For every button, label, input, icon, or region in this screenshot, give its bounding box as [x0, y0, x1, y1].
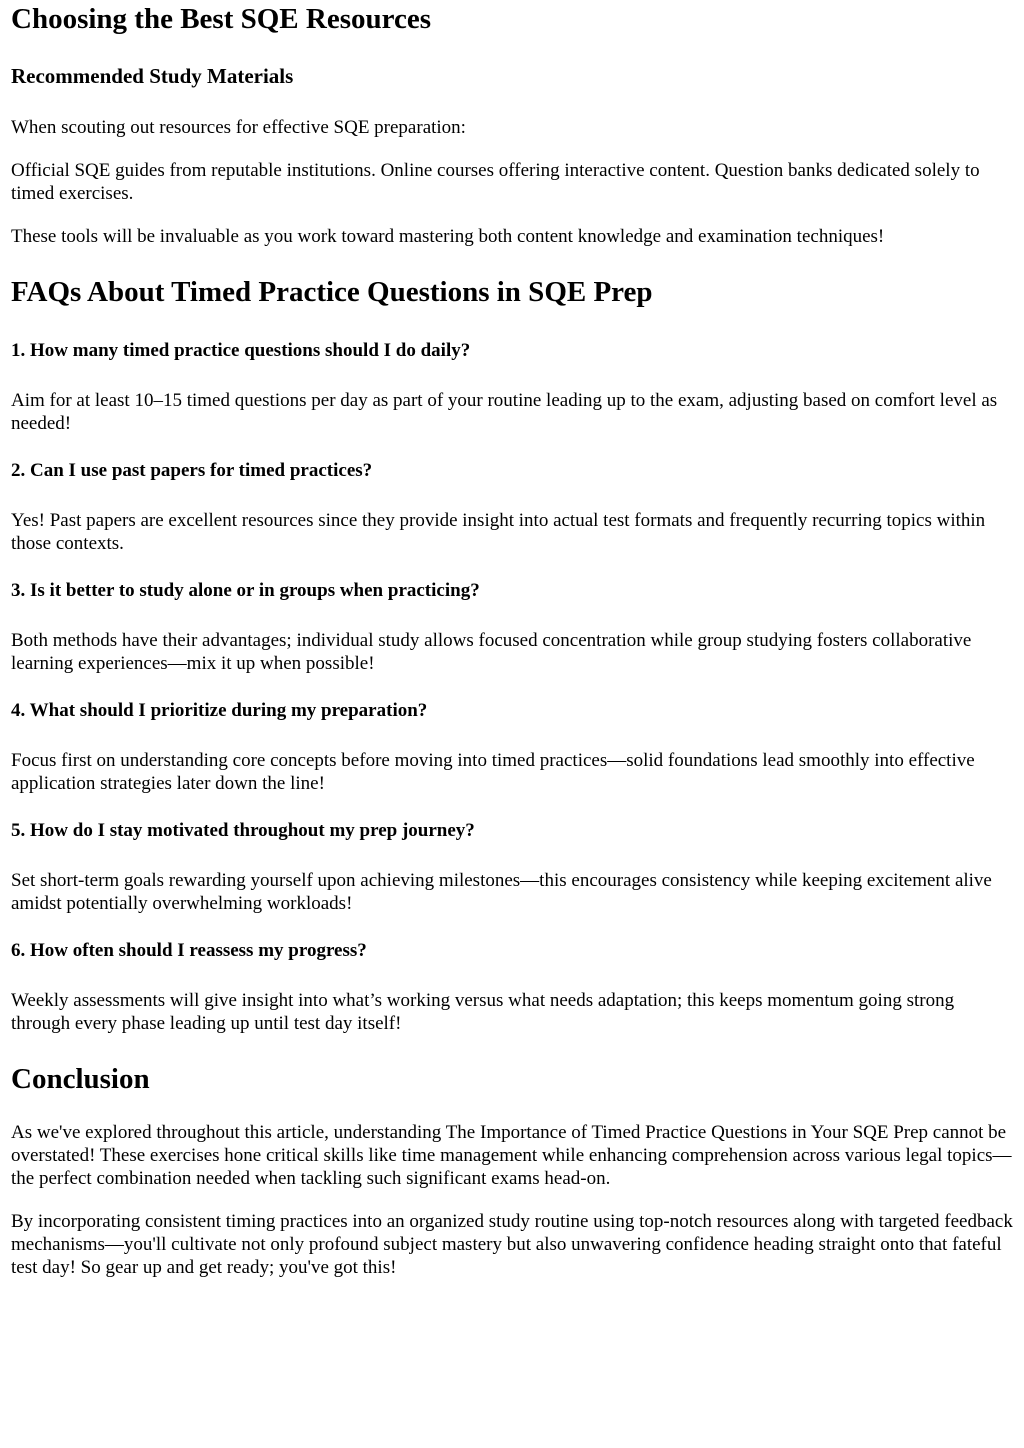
faq-question: 5. How do I stay motivated throughout my prep journey?	[11, 820, 475, 841]
section-heading-resources: Choosing the Best SQE Resources	[11, 3, 431, 35]
faq-question: 6. How often should I reassess my progress?	[11, 940, 367, 961]
faq-item	[11, 459, 1013, 555]
resources-closing-paragraph: These tools will be invaluable as you work toward mastering both content knowledge and examination techniques!	[11, 226, 885, 247]
faq-item	[11, 579, 1013, 675]
faq-answer: Focus first on understanding core concepts before moving into timed practices—solid foundations lead smoothly into effective application strategies later down the line!	[11, 750, 975, 794]
faq-answer: Weekly assessments will give insight into what’s working versus what needs adaptation; this keeps momentum going strong through every phase leading up until test day itself!	[11, 990, 955, 1034]
faq-answer: Yes! Past papers are excellent resources since they provide insight into actual test formats and frequently recurring topics within those contexts.	[11, 510, 986, 554]
resources-intro-paragraph: When scouting out resources for effective SQE preparation:	[11, 117, 466, 138]
faq-answer: Aim for at least 10–15 timed questions per day as part of your routine leading up to the exam, adjusting based on comfort level as needed!	[11, 390, 998, 434]
resources-list-paragraph: Official SQE guides from reputable institutions. Online courses offering interactive content. Question banks dedicated solely to timed exercises.	[11, 160, 980, 204]
faq-answer: Both methods have their advantages; individual study allows focused concentration while group studying fosters collaborative learning experiences—mix it up when possible!	[11, 630, 972, 674]
faq-question: 3. Is it better to study alone or in groups when practicing?	[11, 580, 480, 601]
faq-question: 1. How many timed practice questions should I do daily?	[11, 340, 471, 361]
faq-item	[11, 339, 1013, 435]
faq-answer: Set short-term goals rewarding yourself upon achieving milestones—this encourages consistency while keeping excitement alive amidst potentially overwhelming workloads!	[11, 870, 992, 914]
faq-item	[11, 939, 1013, 1035]
faq-item	[11, 819, 1013, 915]
conclusion-paragraph-2: By incorporating consistent timing practices into an organized study routine using top-notch resources along with targeted feedback mechanisms—you'll cultivate not only profound subject mastery but also unwavering confidence heading straight onto that fateful test day! So gear up and get ready; you've got this!	[11, 1211, 1013, 1278]
faq-question: 2. Can I use past papers for timed practices?	[11, 460, 373, 481]
conclusion-paragraph-1: As we've explored throughout this article, understanding The Importance of Timed Practice Questions in Your SQE Prep cannot be overstated! These exercises hone critical skills like time management while enhancing comprehension across various legal topics—the perfect combination needed when tackling such significant exams head-on.	[11, 1122, 1012, 1189]
faq-question: 4. What should I prioritize during my preparation?	[11, 700, 428, 721]
subheading-recommended-materials: Recommended Study Materials	[11, 64, 294, 88]
article-page	[0, 2, 1024, 1279]
section-heading-conclusion: Conclusion	[11, 1063, 150, 1095]
faq-item	[11, 699, 1013, 795]
section-heading-faqs: FAQs About Timed Practice Questions in SQE Prep	[11, 276, 653, 308]
